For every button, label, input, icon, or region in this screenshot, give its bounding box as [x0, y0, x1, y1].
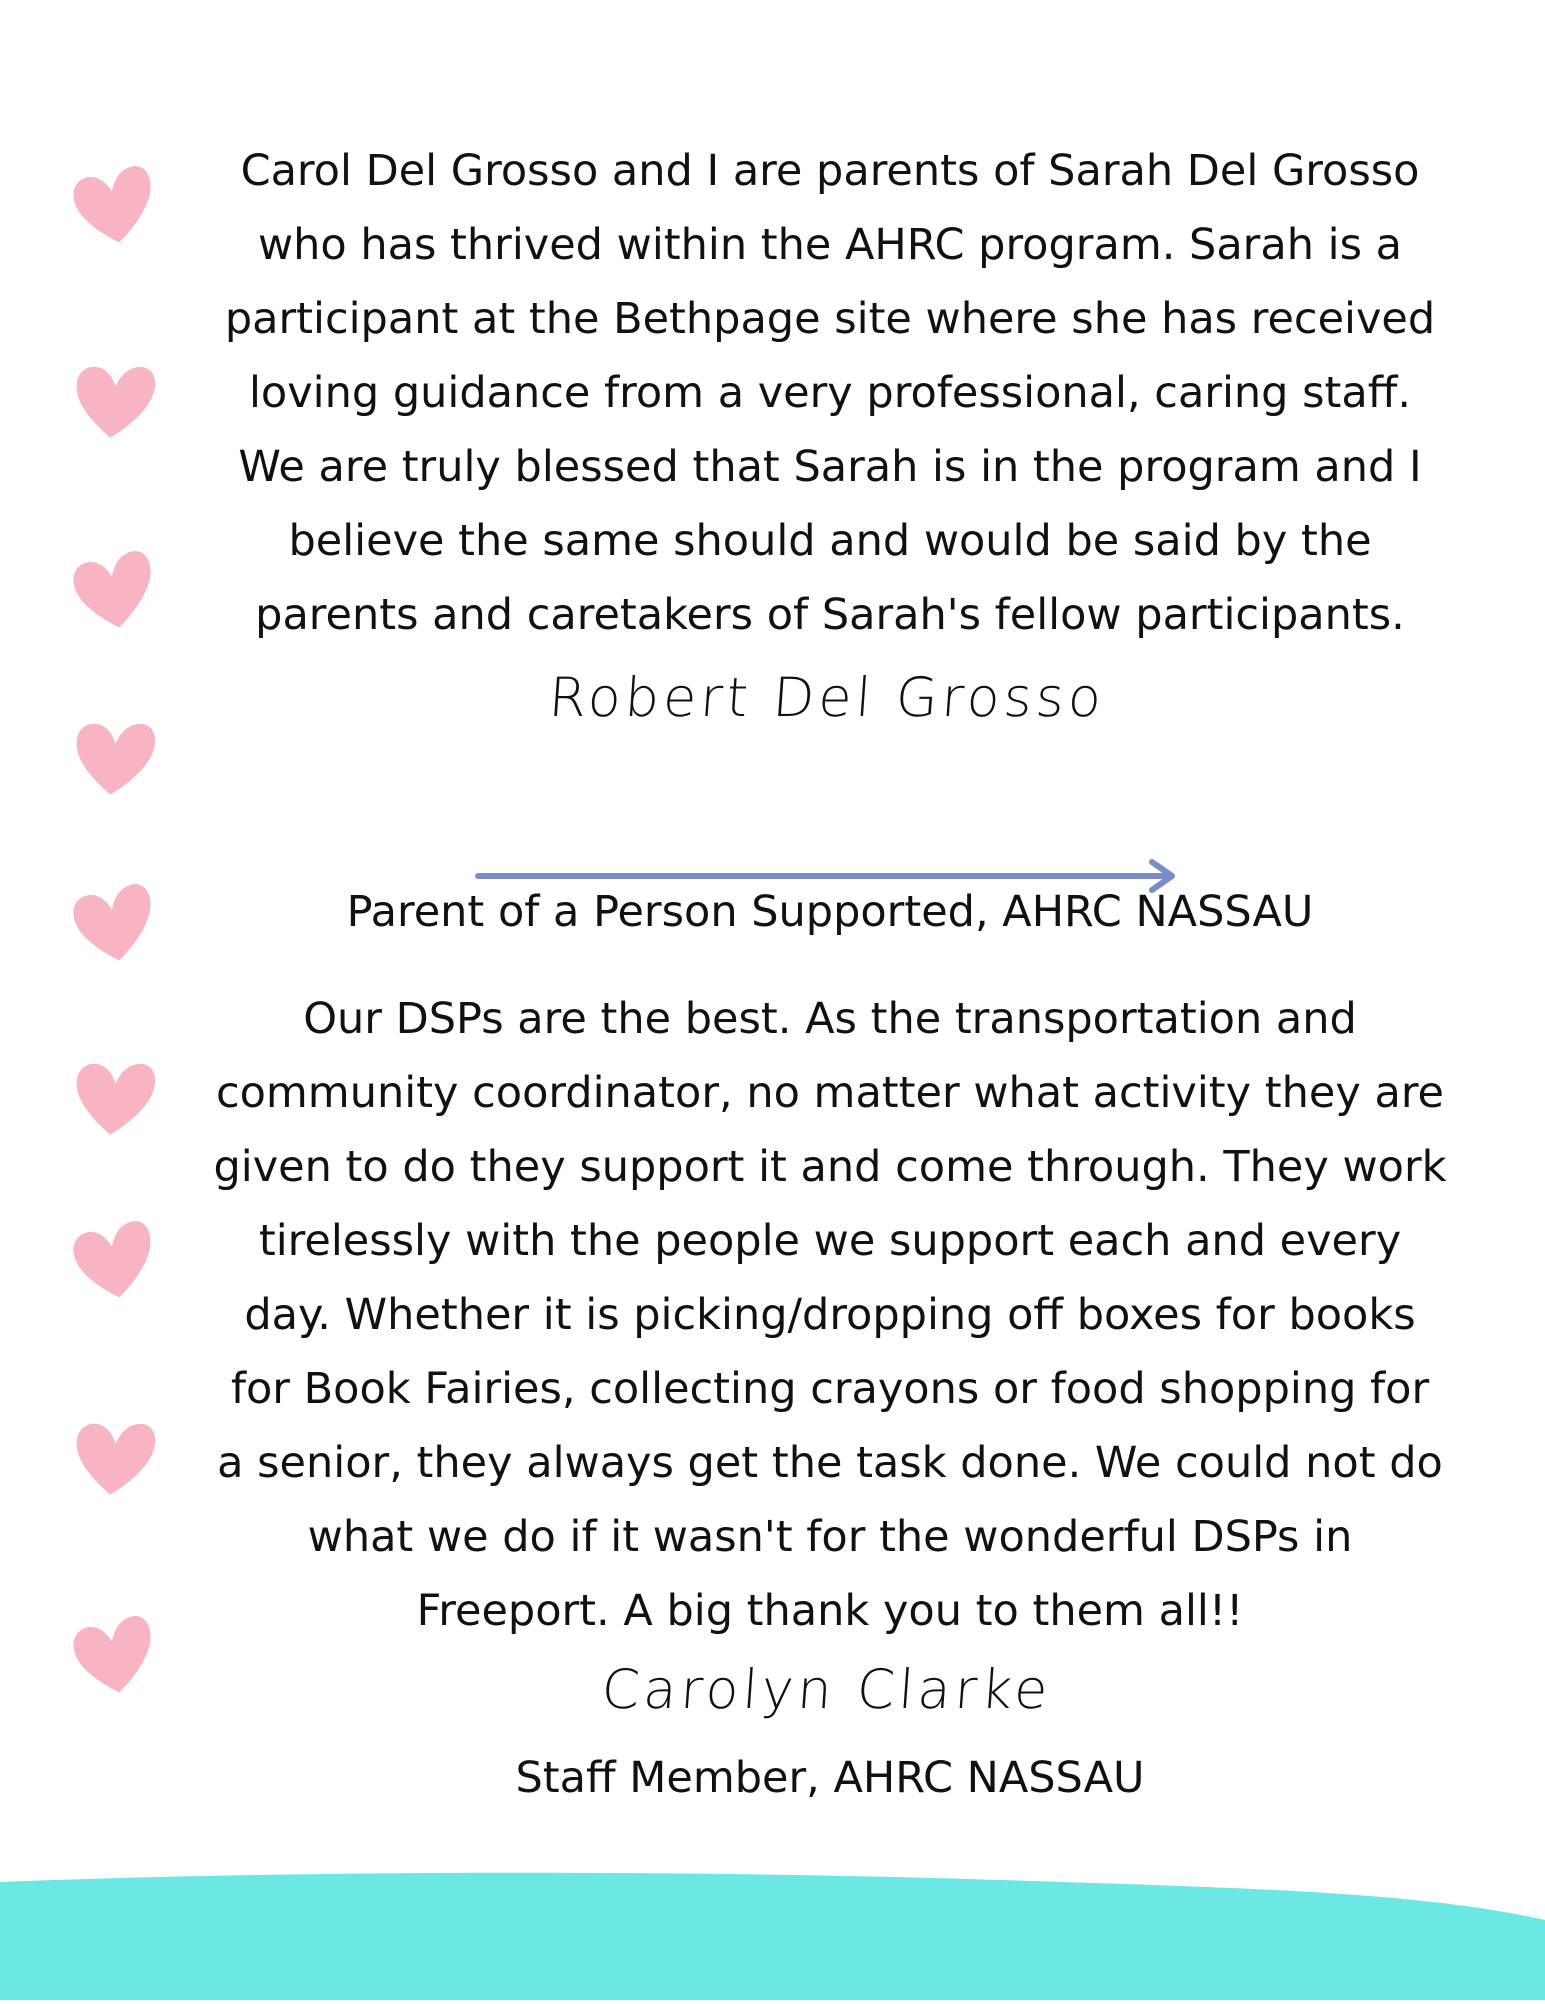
heart-icon: [68, 1610, 160, 1702]
heart-icon: [68, 1215, 160, 1307]
bottom-wave: [0, 1870, 1545, 2000]
arrow-right-icon: [470, 856, 1180, 896]
testimonial-role: Parent of a Person Supported, AHRC NASSAU: [346, 887, 1314, 937]
heart-icon: [68, 712, 160, 804]
signature-drawing: [546, 654, 1110, 744]
testimonial-quote: Our DSPs are the best. As the transportation and community coordinator, no matter what activity they are given to do they support it and come through. They work tirelessly with the people we support each and every day. Whether it is picking/dropping off boxes for books for Book Fairies, collecting crayons or food shopping for a senior, they always get the task done. We could not do what we do if it wasn't for the wonderful DSPs in Freeport. A big thank you to them all!!: [213, 994, 1447, 1636]
signature-text: Carolyn Clarke: [599, 1658, 1054, 1721]
heart-icon: [68, 878, 160, 970]
signature: [170, 1642, 1490, 1756]
testimonial-quote: Carol Del Grosso and I are parents of Sarah Del Grosso who has thrived within the AHRC program. Sarah is a participant at the Bethpage site where she has received loving guidance from a very professional, caring staff. We are truly blessed that Sarah is in the program and I believe the same should and would be said by the parents and caretakers of Sarah's fellow participants.: [224, 146, 1436, 640]
signature-text: Robert Del Grosso: [546, 666, 1108, 729]
heart-icon: [68, 1412, 160, 1504]
heart-icon: [68, 355, 160, 447]
testimonial-role: Staff Member, AHRC NASSAU: [515, 1753, 1145, 1803]
testimonial-staff: [170, 982, 1490, 1812]
signature-drawing: [550, 1642, 1110, 1752]
wave-shape: [0, 1873, 1545, 2000]
testimonial-parent: [170, 134, 1490, 937]
heart-icon: [68, 160, 160, 252]
heart-icon: [68, 545, 160, 637]
hearts-column: [68, 0, 168, 1800]
heart-icon: [68, 1052, 160, 1144]
signature: [170, 654, 1490, 748]
